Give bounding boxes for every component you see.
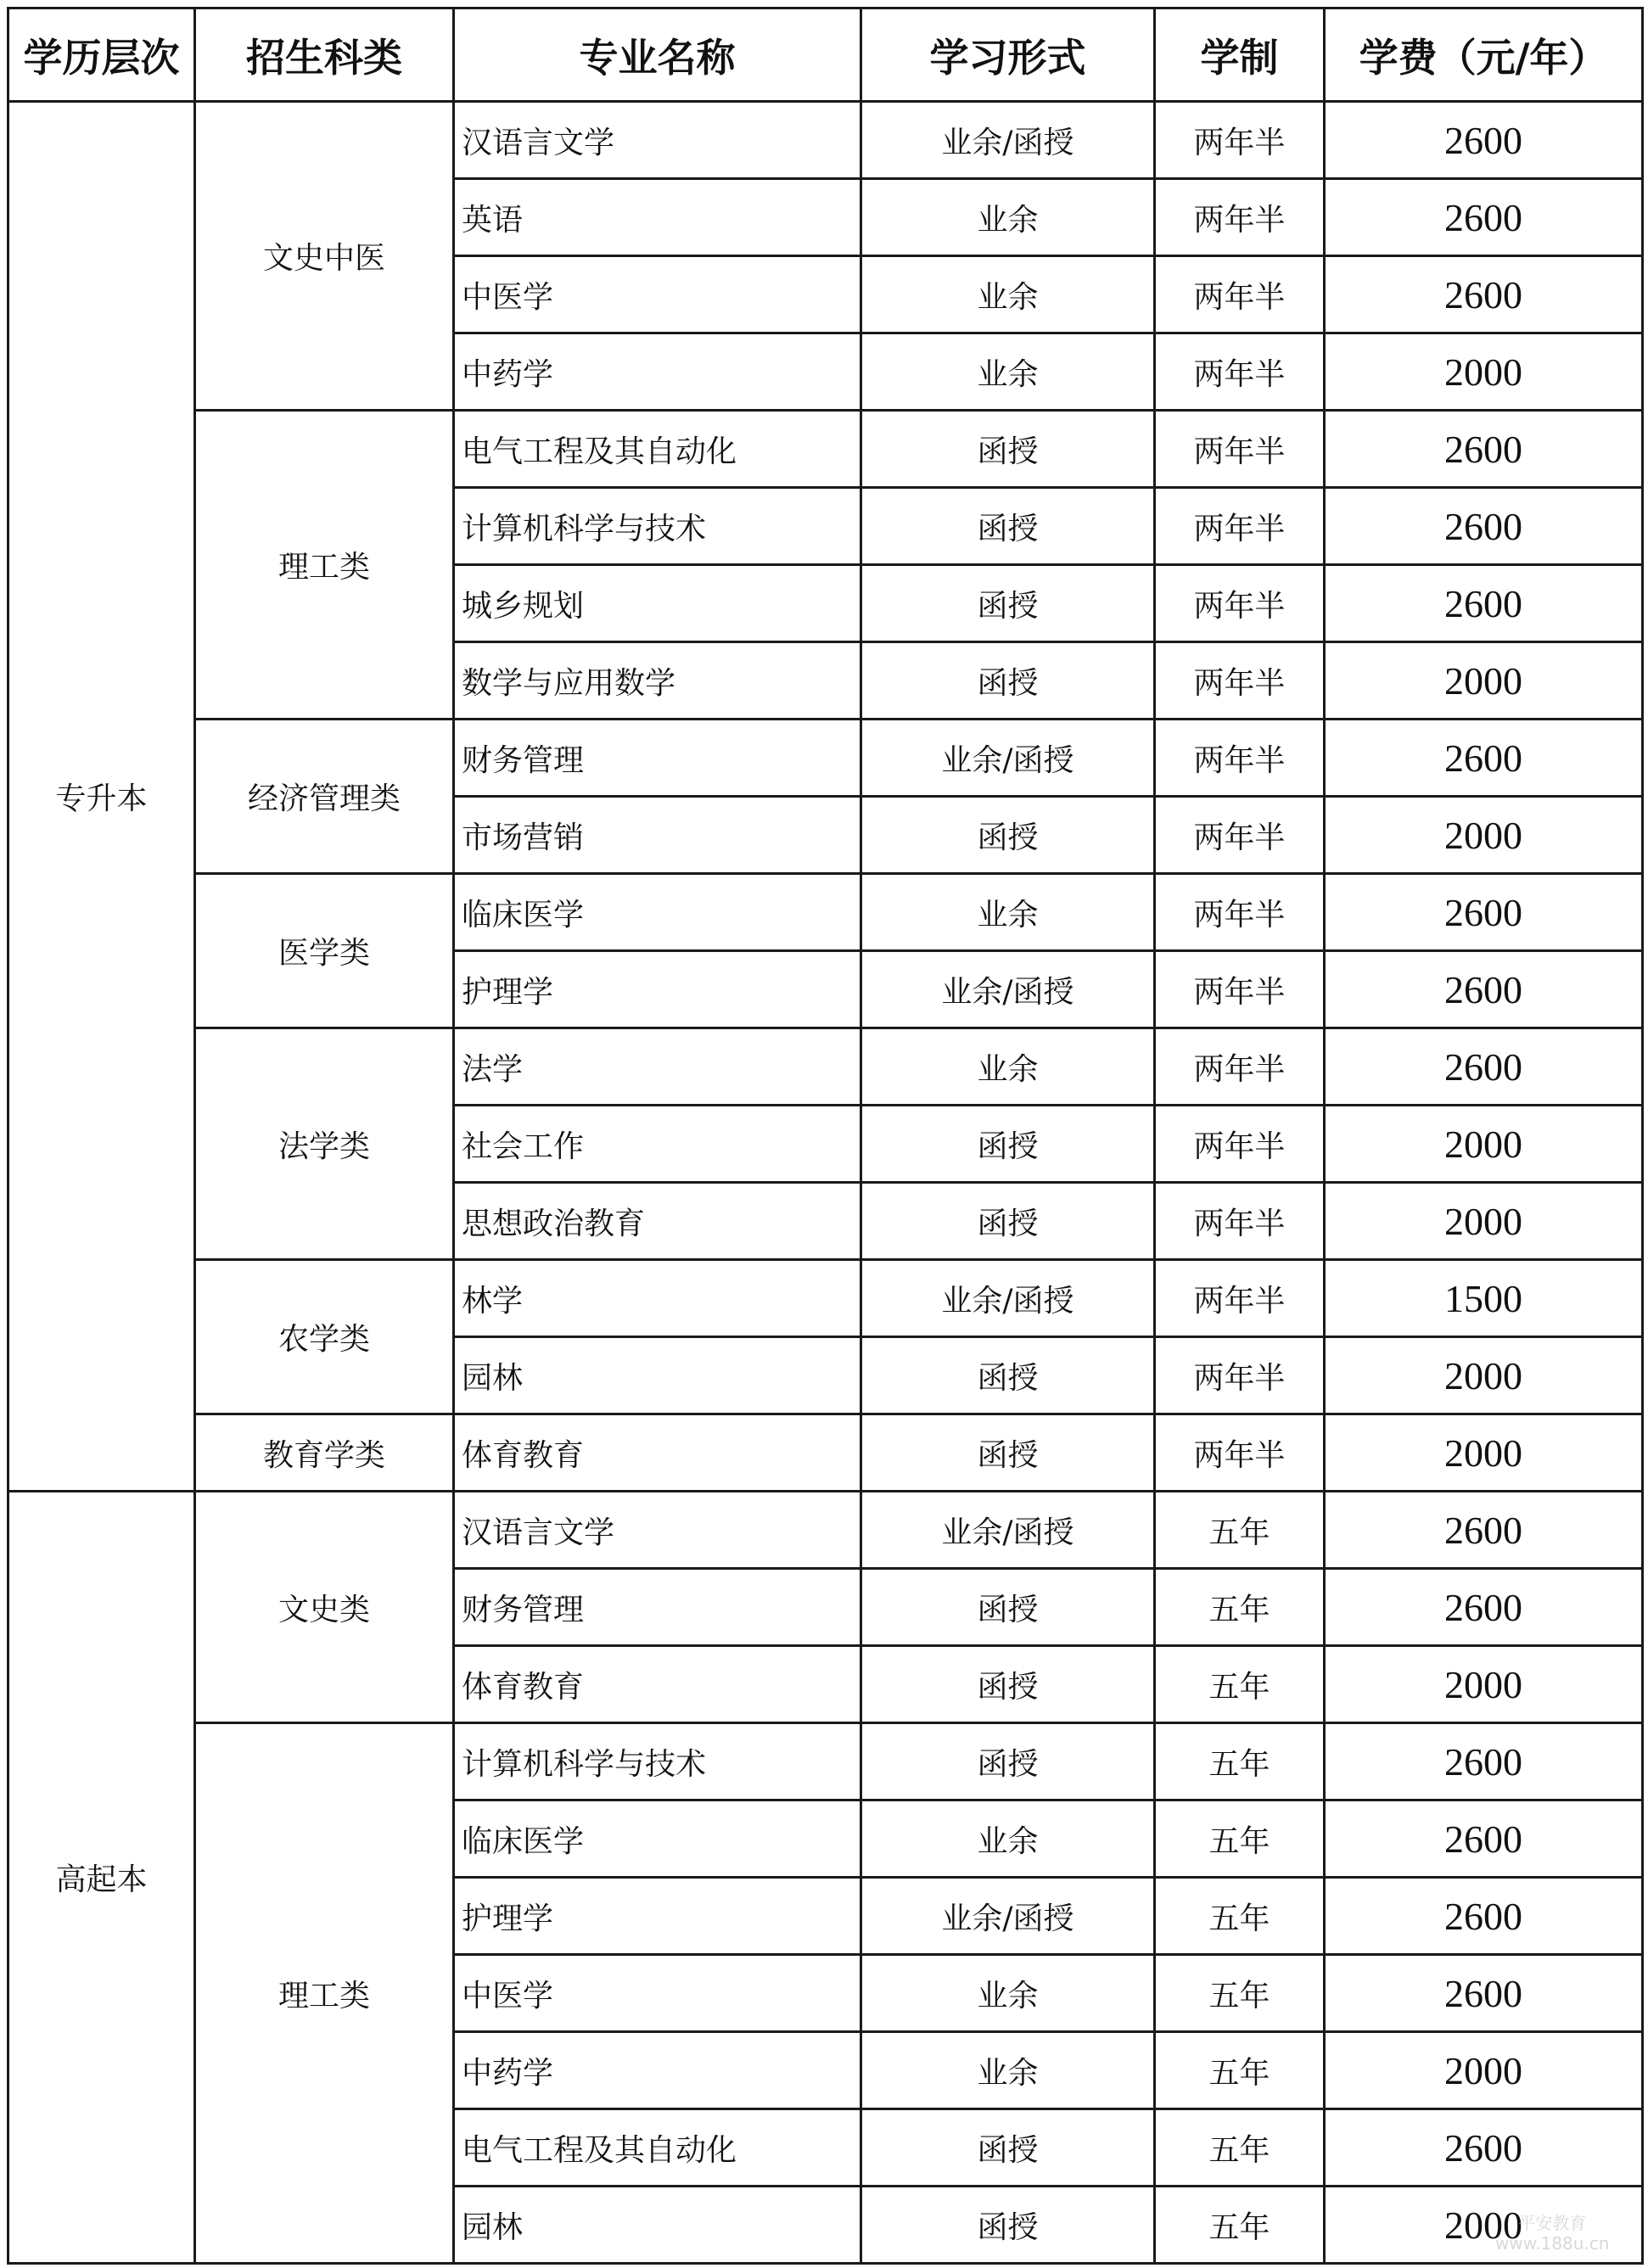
duration-cell: 两年半 [1155, 1337, 1325, 1414]
category-cell: 医学类 [195, 874, 454, 1028]
level-cell: 高起本 [8, 1492, 195, 2264]
major-name-cell: 计算机科学与技术 [454, 488, 861, 565]
study-form-cell: 业余 [861, 874, 1155, 951]
major-name-cell: 中医学 [454, 1955, 861, 2032]
table-row [8, 1414, 1643, 1492]
study-form-cell: 业余 [861, 179, 1155, 256]
study-form-cell: 业余/函授 [861, 1878, 1155, 1955]
duration-cell: 两年半 [1155, 565, 1325, 642]
major-name-cell: 汉语言文学 [454, 102, 861, 179]
table-row [8, 1723, 1643, 1800]
fee-cell: 2600 [1325, 411, 1643, 488]
major-name-cell: 财务管理 [454, 720, 861, 797]
fee-cell: 2600 [1325, 951, 1643, 1028]
major-name-cell: 电气工程及其自动化 [454, 2109, 861, 2187]
duration-cell: 两年半 [1155, 488, 1325, 565]
duration-cell: 两年半 [1155, 333, 1325, 411]
major-name-cell: 体育教育 [454, 1646, 861, 1723]
study-form-cell: 函授 [861, 2109, 1155, 2187]
fee-cell: 2000 [1325, 333, 1643, 411]
duration-cell: 五年 [1155, 2109, 1325, 2187]
major-name-cell: 法学 [454, 1028, 861, 1106]
study-form-cell: 业余 [861, 1800, 1155, 1878]
fee-cell: 2600 [1325, 256, 1643, 333]
major-name-cell: 社会工作 [454, 1106, 861, 1183]
category-cell: 文史类 [195, 1492, 454, 1723]
duration-cell: 两年半 [1155, 411, 1325, 488]
duration-cell: 两年半 [1155, 951, 1325, 1028]
fee-cell: 2600 [1325, 1028, 1643, 1106]
study-form-cell: 业余/函授 [861, 951, 1155, 1028]
study-form-cell: 业余 [861, 1955, 1155, 2032]
fee-cell: 2000 [1325, 1646, 1643, 1723]
fee-table [7, 7, 1644, 2265]
fee-cell: 2000 [1325, 1414, 1643, 1492]
duration-cell: 五年 [1155, 1878, 1325, 1955]
duration-cell: 五年 [1155, 1492, 1325, 1569]
study-form-cell: 函授 [861, 1723, 1155, 1800]
study-form-cell: 函授 [861, 642, 1155, 720]
header-category: 招生科类 [195, 8, 454, 102]
major-name-cell: 电气工程及其自动化 [454, 411, 861, 488]
fee-cell: 2600 [1325, 488, 1643, 565]
category-cell: 经济管理类 [195, 720, 454, 874]
study-form-cell: 业余/函授 [861, 720, 1155, 797]
duration-cell: 五年 [1155, 1569, 1325, 1646]
study-form-cell: 业余 [861, 333, 1155, 411]
watermark-line1: 平安教育 [1518, 2213, 1587, 2233]
table-header [8, 8, 1643, 102]
major-name-cell: 城乡规划 [454, 565, 861, 642]
fee-cell: 2600 [1325, 1492, 1643, 1569]
duration-cell: 两年半 [1155, 1414, 1325, 1492]
fee-cell: 1500 [1325, 1260, 1643, 1337]
major-name-cell: 思想政治教育 [454, 1183, 861, 1260]
fee-cell: 2600 [1325, 720, 1643, 797]
table-row [8, 874, 1643, 951]
fee-cell: 2600 [1325, 1723, 1643, 1800]
header-study-form: 学习形式 [861, 8, 1155, 102]
table-row [8, 1028, 1643, 1106]
major-name-cell: 计算机科学与技术 [454, 1723, 861, 1800]
major-name-cell: 市场营销 [454, 797, 861, 874]
duration-cell: 五年 [1155, 1646, 1325, 1723]
major-name-cell: 临床医学 [454, 1800, 861, 1878]
fee-cell: 2600 [1325, 102, 1643, 179]
study-form-cell: 函授 [861, 1337, 1155, 1414]
watermark-line2: www.188u.cn [1495, 2233, 1610, 2254]
major-name-cell: 园林 [454, 2187, 861, 2264]
table-body [8, 102, 1643, 2264]
duration-cell: 五年 [1155, 2187, 1325, 2264]
category-cell: 理工类 [195, 411, 454, 720]
study-form-cell: 函授 [861, 1106, 1155, 1183]
duration-cell: 两年半 [1155, 1106, 1325, 1183]
major-name-cell: 中药学 [454, 2032, 861, 2109]
study-form-cell: 函授 [861, 1569, 1155, 1646]
category-cell: 文史中医 [195, 102, 454, 411]
header-major: 专业名称 [454, 8, 861, 102]
level-cell: 专升本 [8, 102, 195, 1492]
category-cell: 理工类 [195, 1723, 454, 2264]
fee-cell: 2000 [1325, 2032, 1643, 2109]
fee-cell: 2000 [1325, 1106, 1643, 1183]
duration-cell: 两年半 [1155, 179, 1325, 256]
major-name-cell: 数学与应用数学 [454, 642, 861, 720]
fee-cell: 2000 [1325, 2187, 1643, 2264]
fee-cell: 2600 [1325, 1955, 1643, 2032]
duration-cell: 两年半 [1155, 642, 1325, 720]
duration-cell: 两年半 [1155, 256, 1325, 333]
major-name-cell: 汉语言文学 [454, 1492, 861, 1569]
duration-cell: 两年半 [1155, 102, 1325, 179]
fee-cell: 2000 [1325, 642, 1643, 720]
fee-cell: 2600 [1325, 2109, 1643, 2187]
major-name-cell: 护理学 [454, 1878, 861, 1955]
table-row [8, 1492, 1643, 1569]
study-form-cell: 业余 [861, 2032, 1155, 2109]
category-cell: 农学类 [195, 1260, 454, 1414]
duration-cell: 五年 [1155, 1955, 1325, 2032]
study-form-cell: 函授 [861, 2187, 1155, 2264]
duration-cell: 五年 [1155, 2032, 1325, 2109]
study-form-cell: 业余 [861, 1028, 1155, 1106]
major-name-cell: 英语 [454, 179, 861, 256]
major-name-cell: 园林 [454, 1337, 861, 1414]
fee-cell: 2600 [1325, 1800, 1643, 1878]
study-form-cell: 函授 [861, 797, 1155, 874]
fee-cell: 2600 [1325, 1878, 1643, 1955]
major-name-cell: 财务管理 [454, 1569, 861, 1646]
major-name-cell: 林学 [454, 1260, 861, 1337]
header-row [8, 8, 1643, 102]
study-form-cell: 业余 [861, 256, 1155, 333]
major-name-cell: 护理学 [454, 951, 861, 1028]
duration-cell: 两年半 [1155, 1028, 1325, 1106]
watermark [1495, 2213, 1609, 2254]
major-name-cell: 体育教育 [454, 1414, 861, 1492]
fee-cell: 2600 [1325, 1569, 1643, 1646]
table-row [8, 720, 1643, 797]
duration-cell: 五年 [1155, 1800, 1325, 1878]
duration-cell: 两年半 [1155, 797, 1325, 874]
study-form-cell: 函授 [861, 1183, 1155, 1260]
duration-cell: 两年半 [1155, 1260, 1325, 1337]
fee-cell: 2600 [1325, 565, 1643, 642]
duration-cell: 两年半 [1155, 1183, 1325, 1260]
header-fee: 学费（元/年） [1325, 8, 1643, 102]
fee-cell: 2600 [1325, 179, 1643, 256]
header-level: 学历层次 [8, 8, 195, 102]
category-cell: 法学类 [195, 1028, 454, 1260]
study-form-cell: 函授 [861, 1414, 1155, 1492]
major-name-cell: 中药学 [454, 333, 861, 411]
table-row [8, 102, 1643, 179]
duration-cell: 五年 [1155, 1723, 1325, 1800]
fee-cell: 2000 [1325, 1337, 1643, 1414]
study-form-cell: 函授 [861, 565, 1155, 642]
category-cell: 教育学类 [195, 1414, 454, 1492]
study-form-cell: 函授 [861, 411, 1155, 488]
study-form-cell: 业余/函授 [861, 1260, 1155, 1337]
major-name-cell: 临床医学 [454, 874, 861, 951]
duration-cell: 两年半 [1155, 874, 1325, 951]
study-form-cell: 业余/函授 [861, 1492, 1155, 1569]
fee-cell: 2000 [1325, 1183, 1643, 1260]
fee-cell: 2000 [1325, 797, 1643, 874]
header-duration: 学制 [1155, 8, 1325, 102]
study-form-cell: 函授 [861, 1646, 1155, 1723]
fee-cell: 2600 [1325, 874, 1643, 951]
major-name-cell: 中医学 [454, 256, 861, 333]
table-row [8, 1260, 1643, 1337]
study-form-cell: 业余/函授 [861, 102, 1155, 179]
duration-cell: 两年半 [1155, 720, 1325, 797]
study-form-cell: 函授 [861, 488, 1155, 565]
table-row [8, 411, 1643, 488]
